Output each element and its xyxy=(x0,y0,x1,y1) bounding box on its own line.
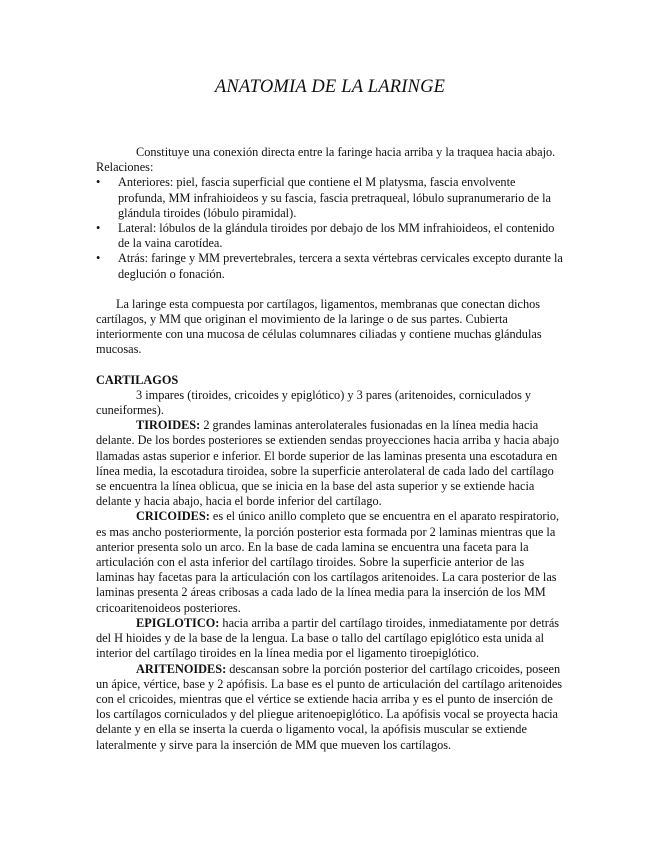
list-item: • Atrás: faringe y MM prevertebrales, tercera a sexta vértebras cervicales excepto durante la deglución o fonación. xyxy=(96,251,563,281)
relaciones-list xyxy=(96,175,564,281)
document-title: ANATOMIA DE LA LARINGE xyxy=(214,77,446,97)
epiglotico-paragraph: EPIGLOTICO: hacia arriba a partir del cartílago tiroides, inmediatamente por detrás del H hioides y de la base de la lengua. La base o tallo del cartílago epiglótico esta unida al interior del cartílago tiroides en la línea media por el ligamento tiroepiglótico. xyxy=(96,615,560,661)
intro-paragraph: Constituye una conexión directa entre la faringe hacia arriba y la traquea hacia abajo. xyxy=(136,145,556,159)
bullet-icon: • xyxy=(96,175,101,190)
bullet-icon: • xyxy=(96,221,101,236)
tiroides-heading: TIROIDES: xyxy=(136,418,201,433)
cartilagos-summary: 3 impares (tiroides, cricoides y epiglótico) y 3 pares (aritenoides, corniculados y cuneiformes). xyxy=(96,387,532,418)
aritenoides-heading: ARITENOIDES: xyxy=(136,661,227,676)
list-item: • Lateral: lóbulos de la glándula tiroides por debajo de los MM infrahioideos, el contenido de la vaina carotídea. xyxy=(96,221,555,251)
aritenoides-paragraph: ARITENOIDES: descansan sobre la porción posterior del cartílago cricoides, poseen un ápice, vértice, base y 2 apófisis. La base es el punto de articulación del cartílago aritenoides con el cricoides, mientras que el vértice se extiende hacia arriba y es el punto de inserción de los cartílagos corniculados y del pliegue aritenoepiglótico. La apófisis vocal se proyecta hacia delante y en ella se inserta la cuerda o ligamento vocal, la apófisis muscular se extiende lateralmente y sirve para la inserción de MM que mueven los cartílagos. xyxy=(96,661,563,752)
epiglotico-heading: EPIGLOTICO: xyxy=(136,615,220,630)
tiroides-paragraph: TIROIDES: 2 grandes laminas anterolaterales fusionadas en la línea media hacia delante. De los bordes posteriores se extienden sendas proyecciones hacia arriba y hacia abajo llamadas astas superior e inferior. El borde superior de las laminas presenta una escotadura en línea media, la escotadura tiroidea, sobre la superficie anterolateral de cada lado del cartílago se encuentra la línea oblicua, que se inicia en la base del asta superior y se extiende hacia delante y hacia abajo, hacia el borde inferior del cartílago. xyxy=(96,418,559,509)
document-page xyxy=(96,76,564,753)
relaciones-label: Relaciones: xyxy=(96,160,154,175)
bullet-icon: • xyxy=(96,251,101,266)
composition-paragraph: La laringe esta compuesta por cartílagos, ligamentos, membranas que conectan dichos cartílagos, y MM que originan el movimiento de la laringe o de sus partes. Cubierta interiormente con una mucosa de células columnares ciliadas y contiene muchas glándulas mucosas. xyxy=(96,296,542,357)
list-item: • Anteriores: piel, fascia superficial que contiene el M platysma, fascia envolvente profunda, MM infrahioideos y su fascia, fascia pretraqueal, lóbulo supranumerario de la glándula tiroides (lóbulo piramidal). xyxy=(96,175,551,220)
cartilagos-heading: CARTILAGOS xyxy=(96,372,179,387)
cricoides-paragraph: CRICOIDES: es el único anillo completo que se encuentra en el aparato respiratorio, es mas ancho posteriormente, la porción posterior esta formada por 2 laminas mientras que la anterior presenta solo un arco. En la base de cada lamina se encuentra una faceta para la articulación con el asta inferior del cartílago tiroides. Sobre la superficie anterior de las laminas hay facetas para la articulación con los cartílagos aritenoides. La cara posterior de las laminas presenta 2 áreas cribosas a cada lado de la línea media para la inserción de los MM cricoaritenoideos posteriores. xyxy=(96,509,560,615)
cricoides-heading: CRICOIDES: xyxy=(136,509,210,524)
